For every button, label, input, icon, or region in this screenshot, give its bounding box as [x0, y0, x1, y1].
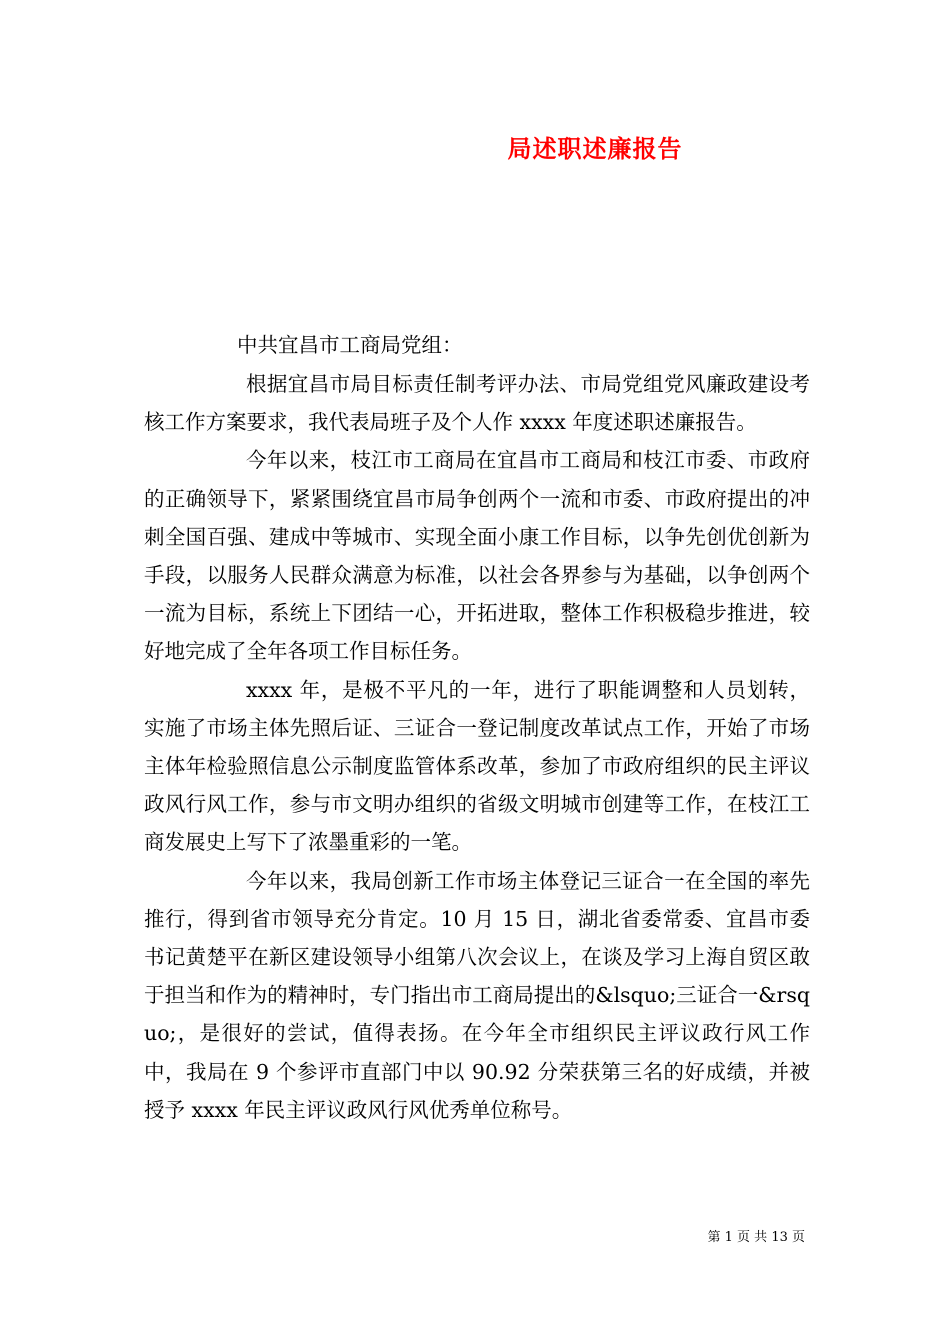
page-number-footer: 第 1 页 共 13 页 [707, 1230, 805, 1245]
paragraph-year-summary: xxxx 年，是极不平凡的一年，进行了职能调整和人员划转，实施了市场主体先照后证、三证合一登记制度改革试点工作，开始了市场主体年检验照信息公示制度监管体系改革，参加了市政府组织的民主评议政风行风工作，参与市文明办组织的省级文明城市创建等工作，在枝江工商发展史上写下了浓墨重彩的一笔。 [144, 677, 810, 855]
paragraph-overview: 今年以来，枝江市工商局在宜昌市工商局和枝江市委、市政府的正确领导下，紧紧围绕宜昌市局争创两个一流和市委、市政府提出的冲刺全国百强、建成中等城市、实现全面小康工作目标，以争先创优创新为手段，以服务人民群众满意为标准，以社会各界参与为基础，以争创两个一流为目标，系统上下团结一心，开拓进取，整体工作积极稳步推进，较好地完成了全年各项工作目标任务。 [144, 448, 810, 664]
paragraph-achievements: 今年以来，我局创新工作市场主体登记三证合一在全国的率先推行，得到省市领导充分肯定。10 月 15 日，湖北省委常委、宜昌市委书记黄楚平在新区建设领导小组第八次会议上，在谈及学习上海自贸区敢于担当和作为的精神时，专门指出市工商局提出的&lsquo;三证合一&rsquo;，是很好的尝试，值得表扬。在今年全市组织民主评议政行风工作中，我局在 9 个参评市直部门中以 90.92 分荣获第三名的好成绩，并被授予 xxxx 年民主评议政风行风优秀单位称号。 [144, 868, 810, 1122]
document-title: 局述职述廉报告 [507, 134, 683, 163]
document-body [144, 365, 810, 1129]
salutation: 中共宜昌市工商局党组： [237, 333, 463, 357]
paragraph-intro: 根据宜昌市局目标责任制考评办法、市局党组党风廉政建设考核工作方案要求，我代表局班子及个人作 xxxx 年度述职述廉报告。 [144, 372, 810, 435]
